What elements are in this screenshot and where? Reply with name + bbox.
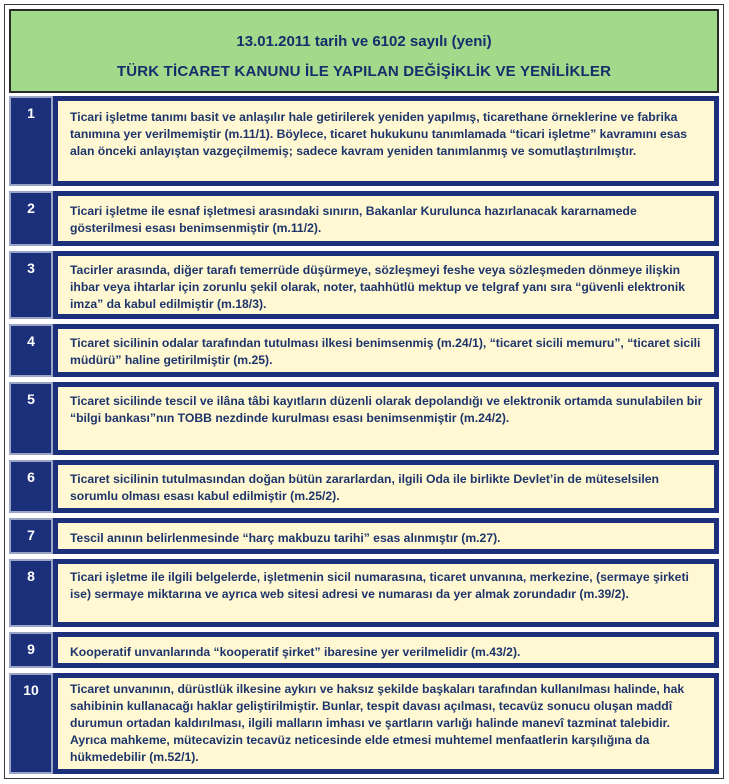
- item-text: Tacirler arasında, diğer tarafı temerrüde düşürmeye, sözleşmeyi feshe veya sözleşmeden dönmeye ilişkin ihbar veya ihtarlar için zorunlu şekil olarak, noter, taahhütlü mektup ve telgraf yanı sıra “güvenli elektronik imza” da kabul edilmiştir (m.18/3).: [56, 254, 716, 316]
- item-text-cell: [53, 559, 719, 627]
- item-row-7: [9, 518, 719, 554]
- item-row-6: [9, 460, 719, 513]
- item-number: 3: [9, 251, 53, 319]
- item-text: Tescil anının belirlenmesinde “harç makbuzu tarihi” esas alınmıştır (m.27).: [56, 521, 716, 551]
- item-number: 2: [9, 191, 53, 246]
- item-row-4: [9, 324, 719, 377]
- item-number: 7: [9, 518, 53, 554]
- item-text: Ticaret sicilinde tescil ve ilâna tâbi kayıtların düzenli olarak depolandığı ve elektronik ortamda sunulabilen bir “bilgi bankası”nın TOBB nezdinde kurulması esası benimsenmiştir (m.24/2).: [56, 385, 716, 452]
- item-number: 9: [9, 632, 53, 668]
- item-text-cell: [53, 460, 719, 513]
- item-number: 1: [9, 96, 53, 186]
- item-text-cell: [53, 673, 719, 774]
- item-row-8: [9, 559, 719, 627]
- document-frame: [4, 4, 724, 779]
- title-line-1: 13.01.2011 tarih ve 6102 sayılı (yeni): [236, 33, 492, 50]
- item-row-3: [9, 251, 719, 319]
- item-text-cell: [53, 96, 719, 186]
- item-number: 5: [9, 382, 53, 455]
- item-text: Ticaret sicilinin tutulmasından doğan bütün zararlardan, ilgili Oda ile birlikte Devlet’in de müteselsilen sorumlu olması esası kabul edilmiştir (m.25/2).: [56, 463, 716, 510]
- item-row-10: [9, 673, 719, 774]
- item-text: Ticari işletme tanımı basit ve anlaşılır hale getirilerek yeniden yapılmış, ticarethane örneklerine ve fabrika tanımına yer verilmemiştir (m.11/1). Böylece, ticaret hukukunu tanımlamada “ticari işletme” kavramını esas alan önceki anlayıştan vazgeçilmemiş; sadece kavram yeniden tanımlanmış ve somutlaştırılmıştır.: [56, 99, 716, 183]
- item-text-cell: [53, 382, 719, 455]
- item-number: 8: [9, 559, 53, 627]
- item-row-9: [9, 632, 719, 668]
- item-number: 6: [9, 460, 53, 513]
- item-text: Ticari işletme ile esnaf işletmesi arasındaki sınırın, Bakanlar Kurulunca hazırlanacak kararnamede gösterilmesi esası benimsenmiştir (m.11/2).: [56, 194, 716, 243]
- item-number: 4: [9, 324, 53, 377]
- item-text-cell: [53, 518, 719, 554]
- item-text: Ticaret sicilinin odalar tarafından tutulması ilkesi benimsenmiş (m.24/1), “ticaret sicili memuru”, “ticaret sicili müdürü” haline getirilmiştir (m.25).: [56, 327, 716, 374]
- item-text: Ticaret unvanının, dürüstlük ilkesine aykırı ve haksız şekilde başkaları tarafından kullanılması halinde, hak sahibinin kullanacağı haklar geliştirilmiştir. Bunlar, tespit davası açılması, tecavüz sonucu oluşan maddî durumun ortadan kaldırılması, ilgili malların imhası ve şartların varlığı halinde manevî tazminat talebidir. Ayrıca mahkeme, mütecavizin tecavüz neticesinde elde etmesi muhtemel menfaatlerin karşılığına da hükmedebilir (m.52/1).: [56, 676, 716, 771]
- item-text-cell: [53, 324, 719, 377]
- title-banner: [9, 9, 719, 93]
- item-row-1: [9, 96, 719, 186]
- item-row-5: [9, 382, 719, 455]
- item-text: Kooperatif unvanlarında “kooperatif şirket” ibaresine yer verilmelidir (m.43/2).: [56, 635, 716, 665]
- title-line-2: TÜRK TİCARET KANUNU İLE YAPILAN DEĞİŞİKLİK VE YENİLİKLER: [116, 63, 612, 80]
- item-text-cell: [53, 251, 719, 319]
- item-number: 10: [9, 673, 53, 774]
- item-text: Ticari işletme ile ilgili belgelerde, işletmenin sicil numarasına, ticaret unvanına, merkezine, (sermaye şirketi ise) sermaye miktarına ve ayrıca web sitesi adresi ve numarası da yer almak zorundadır (m.39/2).: [56, 562, 716, 624]
- item-text-cell: [53, 632, 719, 668]
- item-row-2: [9, 191, 719, 246]
- item-text-cell: [53, 191, 719, 246]
